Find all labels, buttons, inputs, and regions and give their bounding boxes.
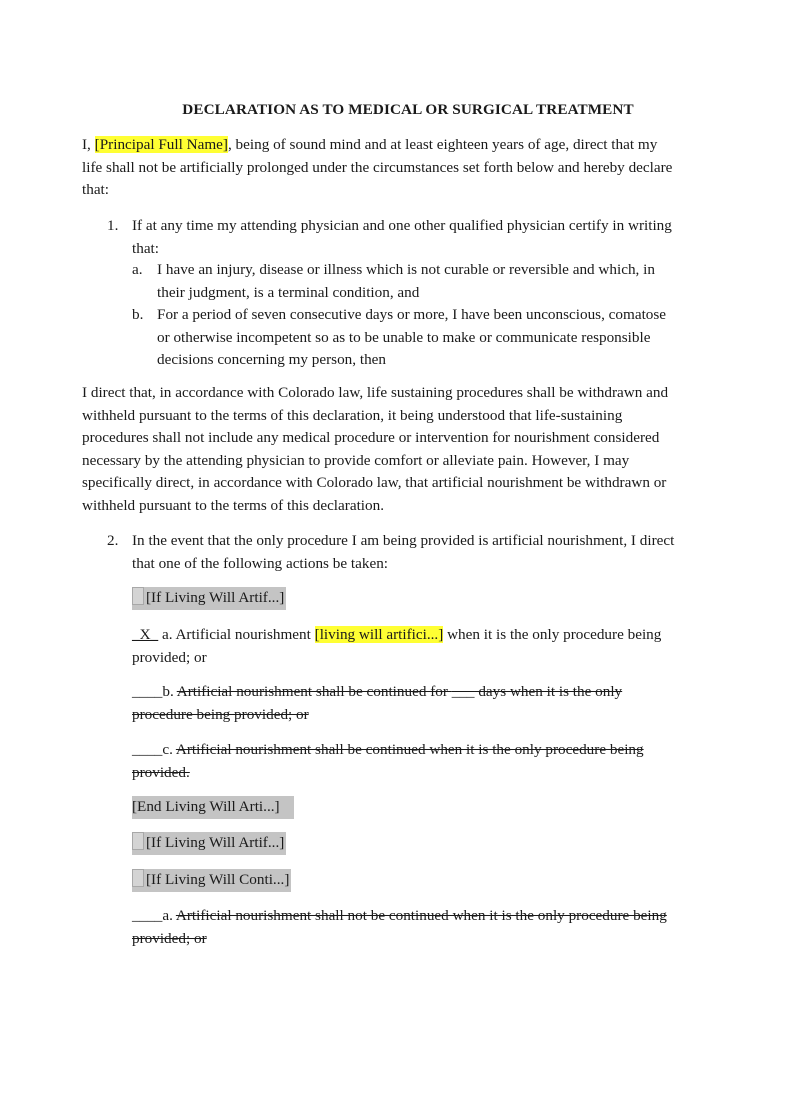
option-b-struck-text: days when it is the only: [474, 683, 623, 700]
intro-line-2: life shall not be artificially prolonged under the circumstances set forth below and hereby declare: [82, 158, 673, 176]
sub-a-line-2: their judgment, is a terminal condition, and: [157, 283, 420, 301]
field-end-living-will-arti[interactable]: [132, 796, 294, 819]
option-a-label: a. Artificial nourishment: [158, 626, 315, 643]
option-b-blank[interactable]: ____: [132, 683, 163, 700]
living-will-artificial-field[interactable]: [living will artifici...]: [314, 626, 444, 643]
option-b-line-1: [132, 681, 732, 704]
option-c-line-2: provided.: [132, 763, 190, 781]
field-marker-icon: [132, 832, 144, 850]
option-a-line-1: [132, 624, 732, 647]
field-marker-icon: [132, 869, 144, 887]
option-a-mark[interactable]: _X_: [132, 626, 159, 643]
field-if-living-will-conti-row: [132, 869, 732, 892]
direct-line: procedures shall not include any medical procedure or intervention for nourishment considered: [82, 429, 660, 446]
field-if-living-will-artif-2[interactable]: [132, 832, 286, 855]
field-label: [If Living Will Artif...]: [146, 834, 285, 851]
item-1-line-1: If at any time my attending physician and one other qualified physician certify in writing: [132, 217, 672, 234]
item-2-text: [132, 530, 732, 575]
sub-b-line-3: decisions concerning my person, then: [157, 351, 387, 368]
field-end-living-will-arti-row: [132, 796, 732, 819]
option-a: [132, 624, 732, 669]
item-2-number: 2.: [107, 532, 119, 549]
item-1-text: [132, 215, 732, 260]
document-title: DECLARATION AS TO MEDICAL OR SURGICAL TREATMENT: [182, 101, 634, 118]
option-a-2: [132, 905, 732, 950]
item-1-line-2: that:: [132, 239, 159, 257]
intro-line-1-rest: , being of sound mind and at least eighteen years of age, direct that my: [227, 136, 658, 153]
option-a-rest: when it is the only procedure being: [443, 626, 662, 643]
field-marker-icon: [132, 587, 144, 605]
sub-b-text: [157, 304, 727, 372]
direct-line: necessary by the attending physician to provide comfort or alleviate pain. However, I may: [82, 451, 630, 469]
field-label: [End Living Will Arti...]: [132, 798, 280, 815]
option-c-line-1: [132, 739, 732, 762]
option-c-letter: c.: [162, 741, 176, 758]
sub-b-letter: b.: [132, 306, 144, 323]
field-label: [If Living Will Conti...]: [146, 871, 290, 888]
field-if-living-will-conti[interactable]: [132, 869, 291, 892]
sub-a-text: [157, 259, 727, 304]
field-if-living-will-artif-1[interactable]: [132, 587, 286, 610]
option-b-letter: b.: [162, 683, 177, 700]
option-b-days-blank: ___: [451, 683, 475, 700]
intro-prefix: I,: [82, 136, 95, 153]
option-a2-letter: a.: [162, 907, 176, 924]
sub-b-line-2: or otherwise incompetent so as to be unable to make or communicate responsible: [157, 328, 651, 346]
option-a-line-2: provided; or: [132, 648, 207, 666]
item-2-line-2: that one of the following actions be taken:: [132, 554, 389, 572]
sub-a-line-1: I have an injury, disease or illness which is not curable or reversible and which, in: [157, 261, 655, 278]
principal-name-field[interactable]: [Principal Full Name]: [94, 136, 228, 153]
intro-line-1: [82, 134, 732, 157]
field-label: [If Living Will Artif...]: [146, 589, 285, 606]
direct-line: withheld pursuant to the terms of this declaration, it being understood that life-sustaining: [82, 406, 623, 424]
item-1-number: 1.: [107, 217, 119, 234]
intro-line-3: that:: [82, 181, 109, 198]
item-2-line-1: In the event that the only procedure I am being provided is artificial nourishment, I direct: [132, 532, 675, 549]
option-c-struck-text: Artificial nourishment shall be continued when it is the only procedure being: [175, 741, 644, 758]
sub-b-line-1: For a period of seven consecutive days or more, I have been unconscious, comatose: [157, 306, 667, 323]
option-a2-blank[interactable]: ____: [132, 907, 163, 924]
intro-paragraph: [82, 134, 732, 202]
option-b: [132, 681, 732, 726]
direct-line: I direct that, in accordance with Colorado law, life sustaining procedures shall be withdrawn and: [82, 384, 669, 401]
direct-paragraph: [82, 382, 737, 517]
direct-line: withheld pursuant to the terms of this declaration.: [82, 496, 384, 514]
field-if-living-will-artif-2-row: [132, 832, 732, 855]
field-if-living-will-artif-1-row: [132, 587, 732, 610]
option-a2-line-1: [132, 905, 732, 928]
option-b-struck-text: Artificial nourishment shall be continued for: [176, 683, 452, 700]
option-c-blank[interactable]: ____: [132, 741, 163, 758]
option-a2-struck-text: Artificial nourishment shall not be continued when it is the only procedure being: [175, 907, 667, 924]
option-a2-line-2: provided; or: [132, 929, 207, 947]
direct-line: specifically direct, in accordance with Colorado law, that artificial nourishment be withdrawn or: [82, 474, 667, 491]
sub-a-letter: a.: [132, 261, 143, 278]
option-c: [132, 739, 732, 784]
option-b-line-2: procedure being provided; or: [132, 705, 309, 723]
